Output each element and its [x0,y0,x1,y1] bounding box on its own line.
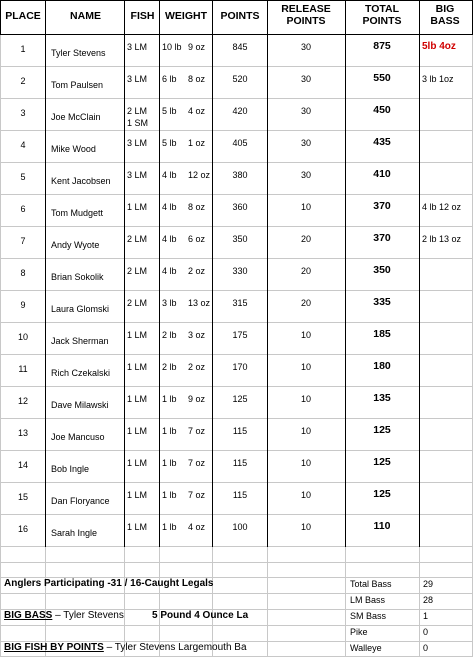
points-cell: 100 [232,522,248,532]
fish-count: 2 LM [127,234,148,244]
stat-value: 29 [423,579,434,589]
release-points-cell: 20 [300,266,311,276]
weight-lb: 2 lb [162,330,177,340]
points-cell: 115 [232,490,248,500]
grid-line [0,514,473,515]
release-points-cell: 10 [300,394,311,404]
angler-name: Joe Mancuso [51,432,105,442]
total-points-cell: 135 [373,392,391,404]
grid-line [0,194,473,195]
table-border [0,0,473,1]
table-border [45,34,46,547]
weight-oz: 4 oz [188,106,206,116]
big-fish-line [4,642,266,654]
weight-lb: 4 lb [162,202,177,212]
weight-oz: 8 oz [188,202,206,212]
place-cell: 7 [20,236,26,246]
angler-name: Kent Jacobsen [51,176,111,186]
total-points-cell: 335 [373,296,391,308]
release-points-cell: 10 [300,330,311,340]
table-border [0,34,473,35]
angler-name: Andy Wyote [51,240,100,250]
grid-line [0,258,473,259]
big-bass-cell: 3 lb 1oz [422,74,454,84]
total-points-cell: 350 [373,264,391,276]
weight-lb: 4 lb [162,234,177,244]
weight-oz: 8 oz [188,74,206,84]
stat-value: 28 [423,595,434,605]
angler-name: Laura Glomski [51,304,110,314]
header-big: BIG [435,3,455,15]
grid-line [0,450,473,451]
place-cell: 3 [20,108,26,118]
stat-label: LM Bass [350,595,386,605]
points-cell: 380 [232,170,248,180]
weight-oz: 2 oz [188,266,206,276]
release-points-cell: 20 [300,234,311,244]
weight-lb: 4 lb [162,266,177,276]
release-points-cell: 10 [300,522,311,532]
fish-count: 3 LM [127,42,148,52]
header-points: POINTS [220,10,260,22]
header-weight: WEIGHT [165,10,207,22]
points-cell: 405 [232,138,248,148]
weight-oz: 1 oz [188,138,206,148]
anglers-summary: Anglers Participating -31 / 16-Caught Legals [4,578,214,589]
release-points-cell: 30 [300,42,311,52]
points-cell: 115 [232,458,248,468]
weight-lb: 1 lb [162,522,177,532]
points-cell: 330 [232,266,248,276]
big-bass-cell: 4 lb 12 oz [422,202,462,212]
angler-name: Brian Sokolik [51,272,104,282]
release-points-cell: 30 [300,106,311,116]
points-cell: 520 [232,74,248,84]
weight-lb: 1 lb [162,490,177,500]
big-bass-cell: 5lb 4oz [422,41,456,52]
weight-lb: 5 lb [162,106,177,116]
fish-count: 3 LM [127,170,148,180]
big-fish-winner: – Tyler Stevens Largemouth Ba [103,642,247,653]
weight-oz: 9 oz [188,42,206,52]
angler-name: Dave Milawski [51,400,109,410]
grid-line [0,290,473,291]
weight-lb: 10 lb [162,42,182,52]
stat-value: 1 [423,611,429,621]
fish-count: 2 LM [127,298,148,308]
fish-count: 3 LM [127,74,148,84]
points-cell: 420 [232,106,248,116]
place-cell: 13 [17,428,28,438]
big-bass-winner: – Tyler Stevens [52,610,124,621]
big-fish-label: BIG FISH BY POINTS [4,642,104,653]
weight-lb: 4 lb [162,170,177,180]
points-cell: 115 [232,426,248,436]
fish-count: 3 LM [127,138,148,148]
fish-count: 1 LM [127,522,148,532]
total-points-cell: 410 [373,168,391,180]
total-points-cell: 550 [373,72,391,84]
place-cell: 6 [20,204,26,214]
weight-oz: 3 oz [188,330,206,340]
table-border [419,34,420,547]
fish-count: 1 LM [127,394,148,404]
place-cell: 8 [20,268,26,278]
header-release: RELEASE [281,3,331,15]
weight-oz: 13 oz [188,298,211,308]
place-cell: 11 [18,364,28,374]
total-points-cell: 435 [373,136,391,148]
stat-label: Walleye [350,643,382,653]
weight-oz: 6 oz [188,234,206,244]
angler-name: Dan Floryance [51,496,110,506]
weight-lb: 6 lb [162,74,177,84]
total-points-cell: 185 [373,328,391,340]
stat-value: 0 [423,643,429,653]
grid-line [0,0,1,657]
release-points-cell: 10 [300,490,311,500]
points-cell: 170 [232,362,248,372]
fish-count: 1 LM [127,458,148,468]
weight-oz: 7 oz [188,490,206,500]
angler-name: Tom Mudgett [51,208,104,218]
weight-lb: 1 lb [162,394,177,404]
release-points-cell: 20 [300,298,311,308]
grid-line [0,162,473,163]
points-cell: 175 [232,330,248,340]
total-points-cell: 450 [373,104,391,116]
total-points-cell: 125 [373,488,391,500]
fish-count: 2 LM [127,266,148,276]
grid-line [0,386,473,387]
release-points-cell: 10 [300,202,311,212]
table-border [124,34,125,547]
grid-line [0,130,473,131]
header-total-points: POINTS [362,15,402,27]
header-fish: FISH [130,10,155,22]
total-points-cell: 180 [373,360,391,372]
fish-count: 1 LM [127,490,148,500]
grid-line [0,226,473,227]
place-cell: 16 [17,524,28,534]
grid-line [0,354,473,355]
fish-count: 1 LM [127,202,148,212]
place-cell: 12 [17,396,28,406]
fish-count: 2 LM [127,106,148,116]
angler-name: Bob Ingle [51,464,90,474]
header-total: TOTAL [364,3,400,15]
points-cell: 350 [232,234,248,244]
big-bass-line [4,610,124,622]
stat-value: 0 [423,627,429,637]
release-points-cell: 30 [300,138,311,148]
weight-lb: 5 lb [162,138,177,148]
weight-oz: 7 oz [188,458,206,468]
grid-line [0,562,473,563]
angler-name: Tom Paulsen [51,80,104,90]
fish-count: 1 LM [127,362,148,372]
grid-line [0,482,473,483]
weight-oz: 12 oz [188,170,211,180]
angler-name: Mike Wood [51,144,96,154]
points-cell: 360 [232,202,248,212]
grid-line [0,322,473,323]
stat-label: Total Bass [350,579,392,589]
weight-oz: 4 oz [188,522,206,532]
release-points-cell: 10 [300,458,311,468]
place-cell: 15 [17,492,28,502]
big-bass-label: BIG BASS [4,610,53,621]
total-points-cell: 370 [373,232,391,244]
angler-name: Rich Czekalski [51,368,111,378]
place-cell: 14 [17,460,28,470]
total-points-cell: 125 [373,456,391,468]
grid-line [0,625,473,626]
total-points-cell: 370 [373,200,391,212]
weight-oz: 2 oz [188,362,206,372]
angler-name: Sarah Ingle [51,528,98,538]
release-points-cell: 30 [300,74,311,84]
weight-oz: 9 oz [188,394,206,404]
angler-name: Tyler Stevens [51,48,106,58]
grid-line [0,593,473,594]
place-cell: 5 [20,172,26,182]
weight-lb: 1 lb [162,458,177,468]
big-bass-cell: 2 lb 13 oz [422,234,462,244]
grid-line [0,546,473,547]
points-cell: 125 [232,394,248,404]
points-cell: 845 [232,42,248,52]
stat-label: SM Bass [350,611,387,621]
place-cell: 10 [17,332,28,342]
total-points-cell: 125 [373,424,391,436]
weight-lb: 2 lb [162,362,177,372]
release-points-cell: 10 [300,426,311,436]
points-cell: 315 [232,298,248,308]
place-cell: 2 [20,76,26,86]
fish-count: 1 LM [127,426,148,436]
header-name: NAME [70,10,101,22]
weight-lb: 3 lb [162,298,177,308]
place-cell: 4 [20,140,26,150]
release-points-cell: 30 [300,170,311,180]
header-release-points: POINTS [286,15,326,27]
angler-name: Jack Sherman [51,336,109,346]
angler-name: Joe McClain [51,112,101,122]
release-points-cell: 10 [300,362,311,372]
grid-line [0,418,473,419]
weight-oz: 7 oz [188,426,206,436]
header-big-bass: BASS [430,15,460,27]
place-cell: 1 [20,44,26,54]
big-bass-detail: 5 Pound 4 Ounce La [152,610,249,621]
table-border [159,34,160,547]
fish-count: 1 LM [127,330,148,340]
total-points-cell: 875 [373,40,391,52]
grid-line [0,98,473,99]
weight-lb: 1 lb [162,426,177,436]
header-place: PLACE [5,10,41,22]
fish-count-extra: 1 SM [127,118,149,128]
total-points-cell: 110 [373,520,391,532]
place-cell: 9 [20,300,26,310]
grid-line [0,66,473,67]
stat-label: Pike [350,627,368,637]
